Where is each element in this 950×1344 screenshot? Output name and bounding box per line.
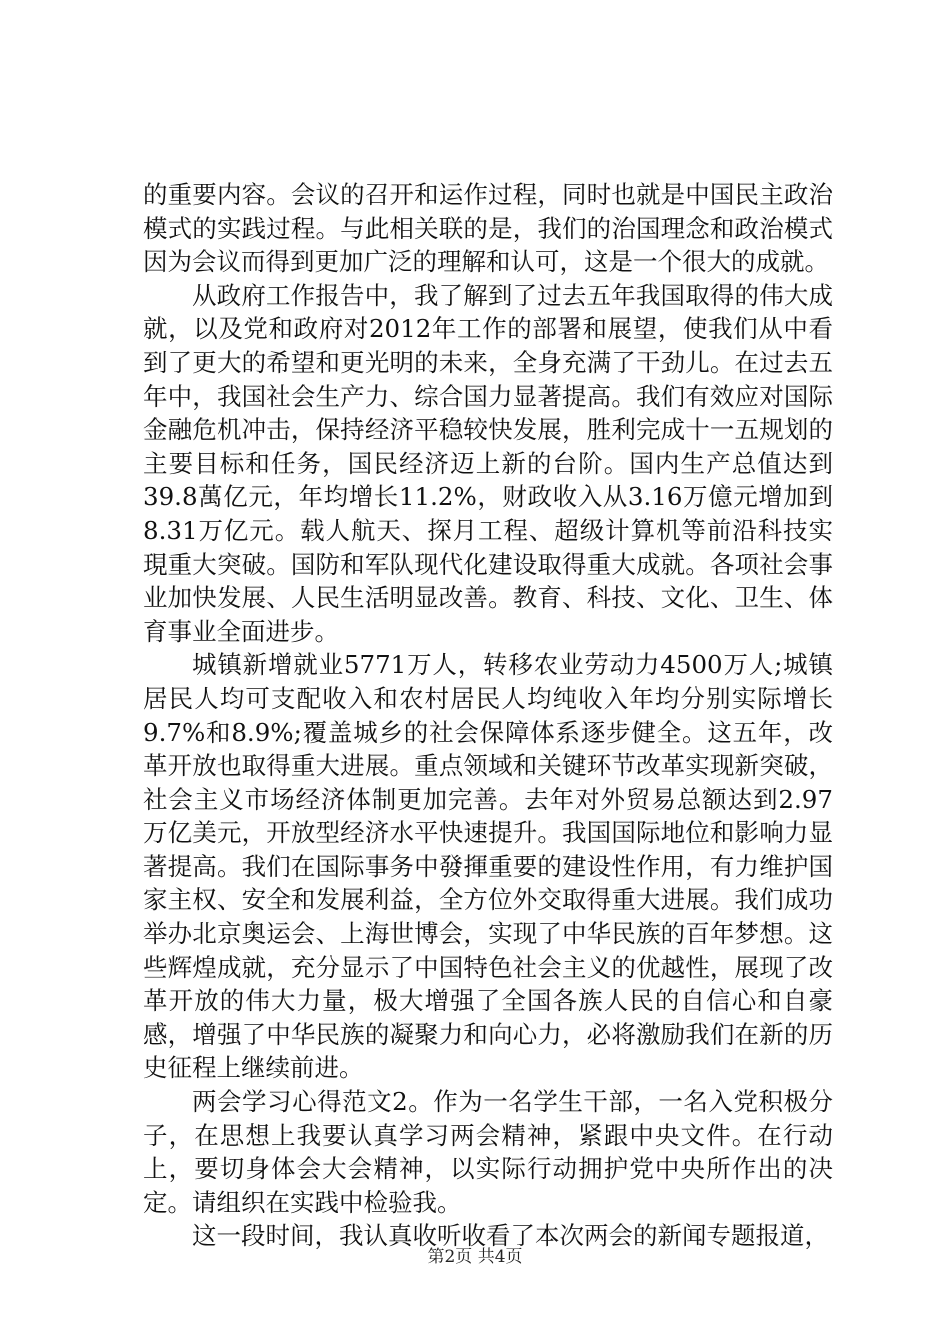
paragraph-1: 的重要内容。会议的召开和运作过程，同时也就是中国民主政治模式的实践过程。与此相关联的是，我们的治国理念和政治模式因为会议而得到更加广泛的理解和认可，这是一个很大的成就。 bbox=[143, 180, 833, 277]
paragraph-5: 这一段时间，我认真收听收看了本次两会的新闻专题报道， bbox=[192, 1221, 829, 1251]
paragraph-4: 两会学习心得范文2。作为一名学生干部，一名入党积极分子，在思想上我要认真学习两会精神，紧跟中央文件。在行动上，要切身体会大会精神，以实际行动拥护党中央所作出的决定。请组织在实践中检验我。 bbox=[143, 1087, 833, 1217]
paragraph-2: 从政府工作报告中，我了解到了过去五年我国取得的伟大成就，以及党和政府对2012年工作的部署和展望，使我们从中看到了更大的希望和更光明的未来，全身充满了干劲儿。在过去五年中，我国社会生产力、综合国力显著提高。我们有效应对国际金融危机冲击，保持经济平稳较快发展，胜利完成十一五规划的主要目标和任务，国民经济迈上新的台阶。国内生产总值达到39.8萬亿元，年均增长11.2%，财政收入从3.16万億元增加到8.31万亿元。载人航天、探月工程、超级计算机等前沿科技实現重大突破。国防和军队现代化建设取得重大成就。各项社会事业加快发展、人民生活明显改善。教育、科技、文化、卫生、体育事业全面进步。 bbox=[143, 280, 833, 646]
page-footer: 第2页 共4页 bbox=[427, 1247, 523, 1267]
paragraph-3: 城镇新增就业5771万人，转移农业劳动力4500万人;城镇居民人均可支配收入和农村居民人均纯收入年均分别实际增长9.7%和8.9%;覆盖城乡的社会保障体系逐步健全。这五年，改革开放也取得重大进展。重点领域和关键环节改革实现新突破，社会主义市场经济体制更加完善。去年对外贸易总额达到2.97万亿美元，开放型经济水平快速提升。我国国际地位和影响力显著提高。我们在国际事务中發揮重要的建设性作用，有力维护国家主权、安全和发展利益，全方位外交取得重大进展。我们成功举办北京奥运会、上海世博会，实现了中华民族的百年梦想。这些辉煌成就，充分显示了中国特色社会主义的优越性，展现了改革开放的伟大力量，极大增强了全国各族人民的自信心和自豪感，增强了中华民族的凝聚力和向心力，必将激励我们在新的历史征程上继续前进。 bbox=[143, 650, 833, 1083]
document-body bbox=[143, 178, 833, 1253]
